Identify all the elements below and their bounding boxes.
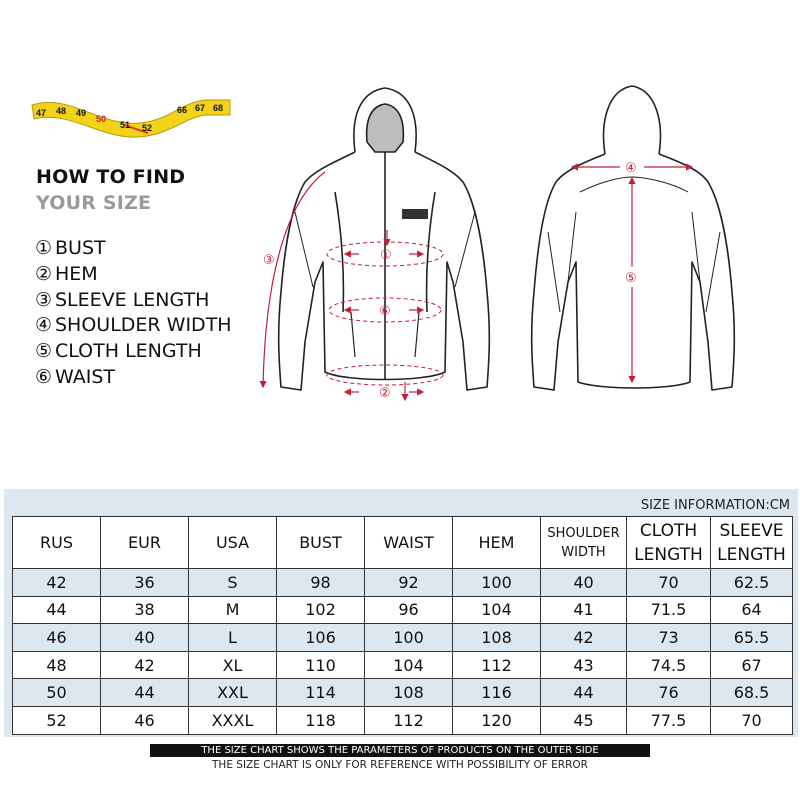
legend-number: ④ bbox=[35, 314, 53, 337]
table-cell: 108 bbox=[453, 624, 541, 652]
table-cell: 45 bbox=[541, 706, 627, 734]
tape-number: 68 bbox=[213, 103, 224, 113]
table-cell: 36 bbox=[101, 569, 189, 597]
header-rus: RUS bbox=[13, 517, 101, 569]
table-cell: 52 bbox=[13, 706, 101, 734]
table-cell: 118 bbox=[277, 706, 365, 734]
size-table bbox=[12, 516, 793, 735]
table-cell: 65.5 bbox=[711, 624, 793, 652]
marker-waist: ⑥ bbox=[379, 304, 391, 319]
table-cell: 116 bbox=[453, 679, 541, 707]
table-cell: 112 bbox=[365, 706, 453, 734]
header-line: LENGTH bbox=[634, 544, 703, 565]
table-cell: M bbox=[189, 596, 277, 624]
table-cell: 44 bbox=[101, 679, 189, 707]
table-cell: 38 bbox=[101, 596, 189, 624]
table-header-row bbox=[13, 517, 793, 569]
table-cell: XXL bbox=[189, 679, 277, 707]
legend-label: BUST bbox=[55, 237, 106, 259]
jacket-front-diagram bbox=[255, 82, 510, 412]
header-hem: HEM bbox=[453, 517, 541, 569]
marker-shoulder: ④ bbox=[625, 161, 637, 176]
table-cell: L bbox=[189, 624, 277, 652]
guide-title bbox=[36, 168, 185, 213]
table-cell: 40 bbox=[101, 624, 189, 652]
table-cell: 120 bbox=[453, 706, 541, 734]
header-line: WIDTH bbox=[561, 544, 606, 560]
legend-item-shoulder-width bbox=[35, 313, 232, 339]
table-cell: XL bbox=[189, 651, 277, 679]
table-cell: 46 bbox=[101, 706, 189, 734]
table-cell: 98 bbox=[277, 569, 365, 597]
header-eur: EUR bbox=[101, 517, 189, 569]
legend-label: HEM bbox=[55, 262, 98, 285]
legend-item-cloth-length bbox=[35, 339, 232, 365]
table-cell: 68.5 bbox=[711, 679, 793, 707]
header-line: SHOULDER bbox=[547, 525, 620, 541]
table-cell: 44 bbox=[13, 596, 101, 624]
table-row bbox=[13, 596, 793, 624]
marker-sleeve: ③ bbox=[263, 253, 275, 268]
legend-number: ② bbox=[35, 262, 53, 285]
table-cell: 110 bbox=[277, 651, 365, 679]
table-row bbox=[13, 624, 793, 652]
legend-number: ① bbox=[35, 237, 53, 259]
table-cell: 100 bbox=[365, 624, 453, 652]
table-cell: 62.5 bbox=[711, 569, 793, 597]
header-cloth-length bbox=[627, 517, 711, 569]
table-cell: XXXL bbox=[189, 706, 277, 734]
size-chart-note-outer-side: THE SIZE CHART SHOWS THE PARAMETERS OF PRODUCTS ON THE OUTER SIDE bbox=[150, 744, 650, 757]
legend-number: ⑤ bbox=[35, 340, 53, 363]
tape-number: 49 bbox=[76, 108, 87, 118]
table-cell: 42 bbox=[101, 651, 189, 679]
legend-label: SLEEVE LENGTH bbox=[55, 288, 210, 311]
table-cell: 100 bbox=[453, 569, 541, 597]
header-shoulder-width bbox=[541, 517, 627, 569]
table-cell: 67 bbox=[711, 651, 793, 679]
tape-number: 51 bbox=[120, 120, 131, 130]
table-cell: 77.5 bbox=[627, 706, 711, 734]
table-cell: 40 bbox=[541, 569, 627, 597]
marker-bust: ① bbox=[380, 248, 392, 263]
tape-number: 47 bbox=[36, 108, 47, 118]
table-cell: 74.5 bbox=[627, 651, 711, 679]
legend-item-sleeve-length bbox=[35, 288, 232, 314]
table-cell: S bbox=[189, 569, 277, 597]
tape-number: 48 bbox=[56, 106, 67, 116]
table-cell: 42 bbox=[541, 624, 627, 652]
legend-number: ⑥ bbox=[35, 365, 53, 388]
table-cell: 92 bbox=[365, 569, 453, 597]
legend-label: WAIST bbox=[55, 365, 116, 388]
tape-number: 50 bbox=[96, 114, 107, 124]
table-cell: 41 bbox=[541, 596, 627, 624]
table-cell: 104 bbox=[453, 596, 541, 624]
size-chart-note-reference: THE SIZE CHART IS ONLY FOR REFERENCE WITH POSSIBILITY OF ERROR bbox=[212, 759, 588, 771]
legend-item-waist bbox=[35, 365, 232, 391]
legend-label: CLOTH LENGTH bbox=[55, 340, 202, 363]
guide-title-line1: HOW TO FIND bbox=[36, 166, 186, 188]
jacket-back-diagram bbox=[520, 82, 765, 412]
table-cell: 104 bbox=[365, 651, 453, 679]
table-cell: 70 bbox=[627, 569, 711, 597]
tape-number: 67 bbox=[195, 103, 206, 113]
table-row bbox=[13, 569, 793, 597]
table-cell: 42 bbox=[13, 569, 101, 597]
legend-number: ③ bbox=[35, 288, 53, 311]
table-cell: 76 bbox=[627, 679, 711, 707]
size-unit-label: SIZE INFORMATION:CM bbox=[640, 498, 790, 513]
legend-item-bust bbox=[35, 236, 232, 262]
legend-item-hem bbox=[35, 262, 232, 288]
table-cell: 114 bbox=[277, 679, 365, 707]
table-cell: 73 bbox=[627, 624, 711, 652]
legend-label: SHOULDER WIDTH bbox=[55, 314, 232, 337]
header-line: CLOTH bbox=[639, 520, 698, 541]
table-cell: 71.5 bbox=[627, 596, 711, 624]
guide-title-line2: YOUR SIZE bbox=[36, 192, 152, 214]
table-cell: 64 bbox=[711, 596, 793, 624]
header-bust: BUST bbox=[277, 517, 365, 569]
measuring-tape-illustration bbox=[30, 85, 235, 145]
header-sleeve-length bbox=[711, 517, 793, 569]
header-line: LENGTH bbox=[717, 544, 786, 565]
table-cell: 96 bbox=[365, 596, 453, 624]
table-cell: 48 bbox=[13, 651, 101, 679]
header-line: SLEEVE bbox=[719, 520, 784, 541]
table-cell: 108 bbox=[365, 679, 453, 707]
tape-number: 52 bbox=[142, 123, 153, 133]
header-usa: USA bbox=[189, 517, 277, 569]
header-waist: WAIST bbox=[365, 517, 453, 569]
table-cell: 70 bbox=[711, 706, 793, 734]
table-cell: 102 bbox=[277, 596, 365, 624]
tape-number: 66 bbox=[177, 105, 188, 115]
table-cell: 43 bbox=[541, 651, 627, 679]
table-cell: 44 bbox=[541, 679, 627, 707]
table-row bbox=[13, 679, 793, 707]
table-cell: 46 bbox=[13, 624, 101, 652]
marker-hem: ② bbox=[379, 386, 391, 401]
measurement-legend bbox=[35, 236, 232, 391]
marker-cloth-length: ⑤ bbox=[625, 271, 637, 286]
chest-logo-patch bbox=[402, 209, 428, 219]
table-cell: 106 bbox=[277, 624, 365, 652]
table-cell: 112 bbox=[453, 651, 541, 679]
table-row bbox=[13, 651, 793, 679]
table-row bbox=[13, 706, 793, 734]
table-cell: 50 bbox=[13, 679, 101, 707]
